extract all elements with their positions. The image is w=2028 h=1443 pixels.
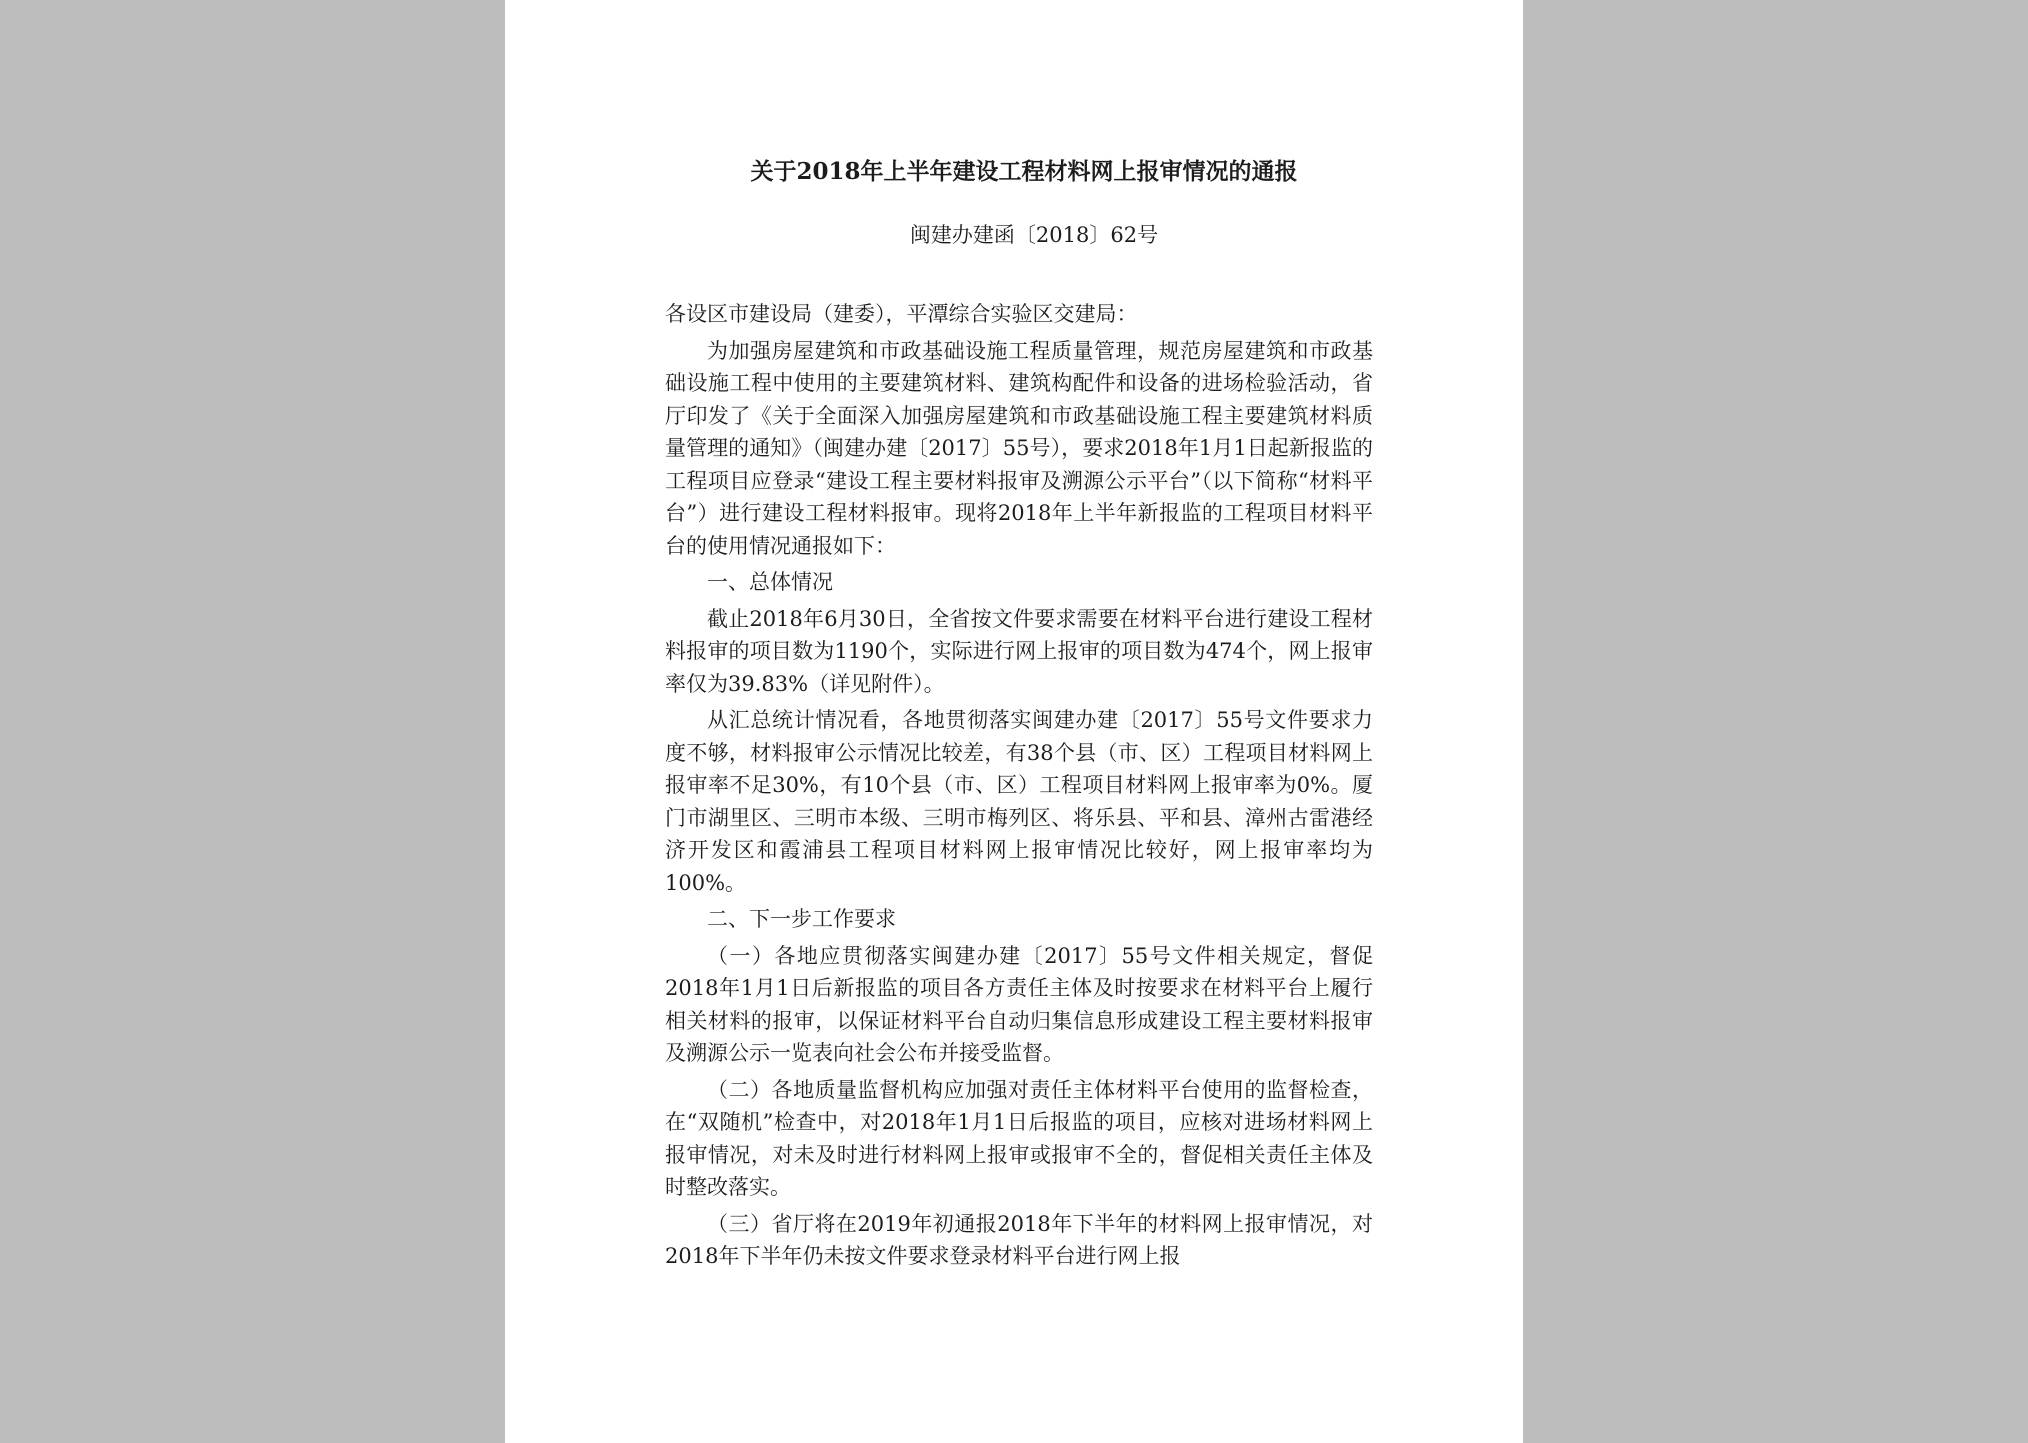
overall-paragraph-2: 从汇总统计情况看，各地贯彻落实闽建办建〔2017〕55号文件要求力度不够，材料报审公示情况比较差，有38个县（市、区）工程项目材料网上报审率不足30%，有10个县（市、区）工程项目材料网上报审率为0%。厦门市湖里区、三明市本级、三明市梅列区、将乐县、平和县、漳州古雷港经济开发区和霞浦县工程项目材料网上报审情况比较好，网上报审率均为100%。 [665, 708, 1373, 895]
document-number: 闽建办建函〔2018〕62号 [909, 223, 1159, 247]
section-heading-next-steps: 二、下一步工作要求 [707, 907, 896, 931]
intro-paragraph: 为加强房屋建筑和市政基础设施工程质量管理，规范房屋建筑和市政基础设施工程中使用的主要建筑材料、建筑构配件和设备的进场检验活动，省厅印发了《关于全面深入加强房屋建筑和市政基础设施工程主要建筑材料质量管理的通知》（闽建办建〔2017〕55号），要求2018年1月1日起新报监的工程项目应登录“建设工程主要材料报审及溯源公示平台”（以下简称“材料平台”）进行建设工程材料报审。现将2018年上半年新报监的工程项目材料平台的使用情况通报如下： [665, 338, 1373, 558]
salutation: 各设区市建设局（建委），平潭综合实验区交建局： [665, 302, 1138, 326]
document-page [505, 0, 1523, 1443]
next-steps-paragraph-2: （二）各地质量监督机构应加强对责任主体材料平台使用的监督检查，在“双随机”检查中，对2018年1月1日后报监的项目，应核对进场材料网上报审情况，对未及时进行材料网上报审或报审不全的，督促相关责任主体及时整改落实。 [665, 1077, 1373, 1199]
section-heading-overall: 一、总体情况 [707, 570, 833, 594]
document-title: 关于2018年上半年建设工程材料网上报审情况的通报 [750, 158, 1298, 185]
overall-paragraph-1: 截止2018年6月30日，全省按文件要求需要在材料平台进行建设工程材料报审的项目数为1190个，实际进行网上报审的项目数为474个，网上报审率仅为39.83%（详见附件）。 [665, 606, 1373, 696]
next-steps-paragraph-1: （一）各地应贯彻落实闽建办建〔2017〕55号文件相关规定，督促2018年1月1日后新报监的项目各方责任主体及时按要求在材料平台上履行相关材料的报审，以保证材料平台自动归集信息形成建设工程主要材料报审及溯源公示一览表向社会公布并接受监督。 [665, 943, 1373, 1065]
next-steps-paragraph-3: （三）省厅将在2019年初通报2018年下半年的材料网上报审情况，对2018年下半年仍未按文件要求登录材料平台进行网上报 [665, 1211, 1373, 1268]
document-body [665, 298, 1373, 1273]
